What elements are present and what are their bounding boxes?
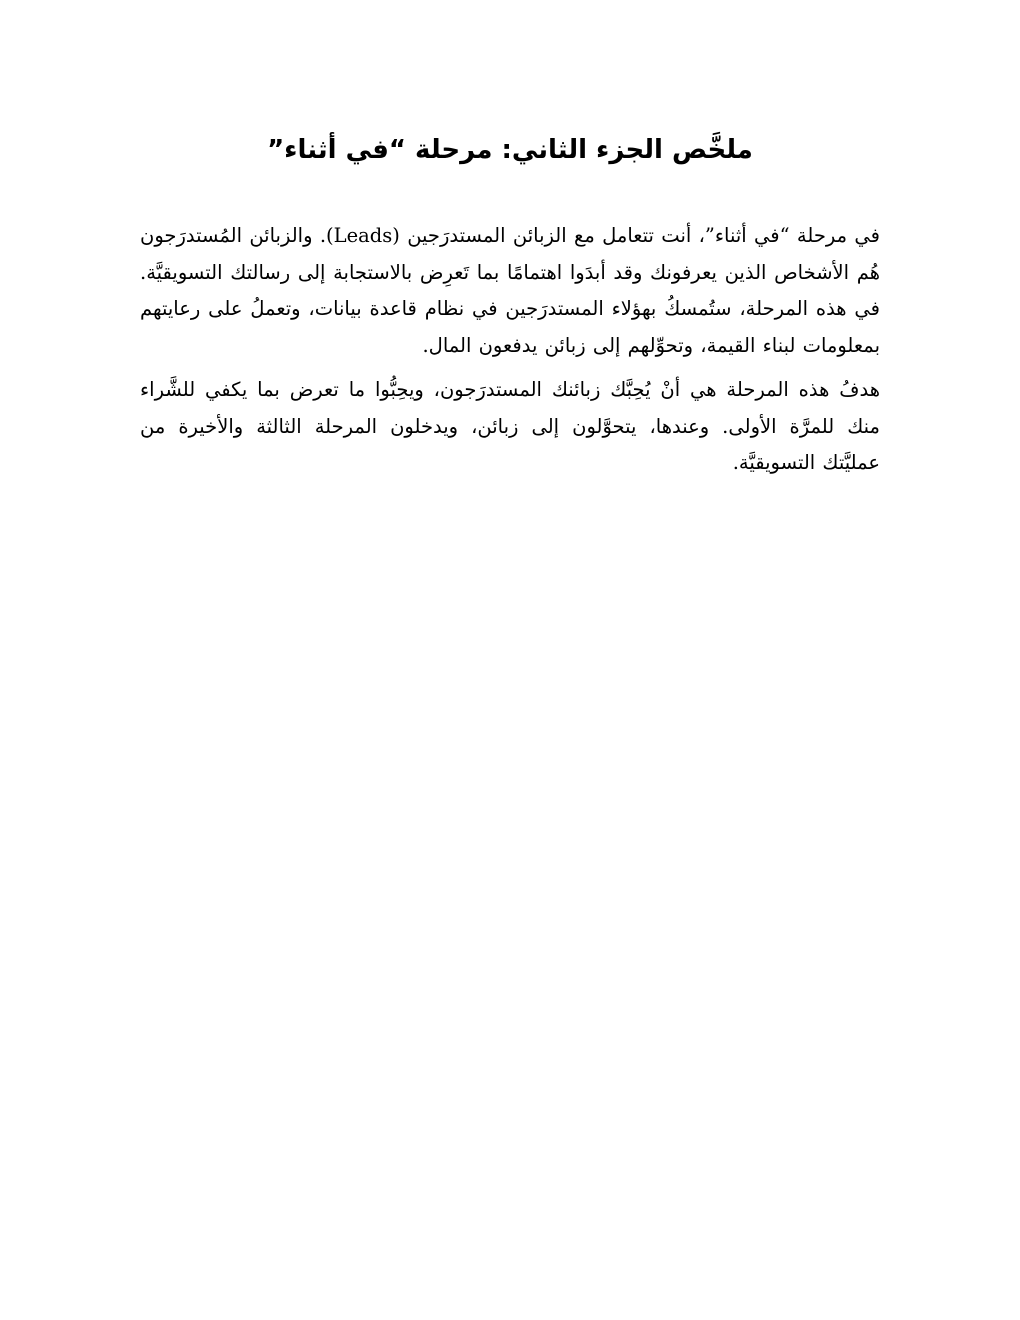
paragraph: هدفُ هذه المرحلة هي أنْ يُحِبَّك زبائنك المستدرَجون، ويحِبُّوا ما تعرض بما يكفي للشَّراء منك للمرَّة الأولى. وعندها، يتحوَّلون إلى زبائن، ويدخلون المرحلة الثالثة والأخيرة من عمليَّتك التسويقيَّة. bbox=[140, 378, 880, 474]
document-title: ملخَّص الجزء الثاني: مرحلة “في أثناء” bbox=[267, 135, 753, 165]
document-body bbox=[140, 218, 880, 482]
paragraph: في مرحلة “في أثناء”، أنت تتعامل مع الزبائن المستدرَجين (Leads). والزبائن المُستدرَجون هُم الأشخاص الذين يعرفونك وقد أبدَوا اهتمامًا بما تَعرِض بالاستجابة إلى رسالتك التسويقيَّة. في هذه المرحلة، ستُمسكُ بهؤلاء المستدرَجين في نظام قاعدة بيانات، وتعملُ على رعايتهم بمعلومات لبناء القيمة، وتحوِّلهم إلى زبائن يدفعون المال. bbox=[140, 224, 880, 357]
